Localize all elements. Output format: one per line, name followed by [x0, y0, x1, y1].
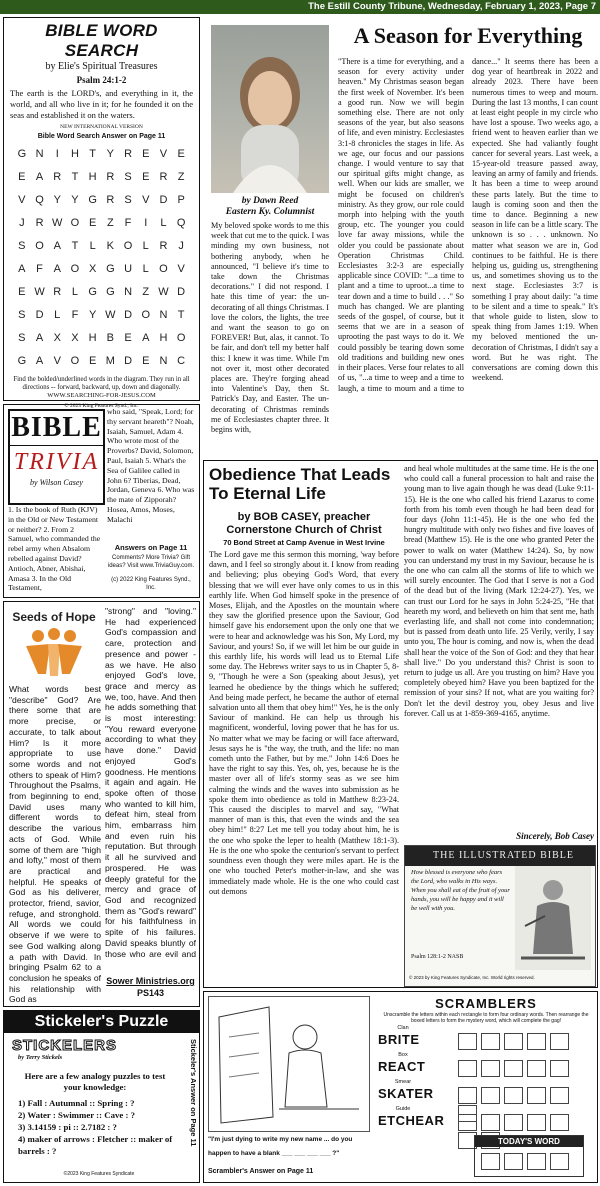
grid-letter[interactable]: T	[89, 148, 97, 160]
illustrated-bible-panel	[404, 845, 596, 987]
trivia-comments: Comments? More Trivia? Gift ideas? Visit www.TriviaGuy.com.	[107, 555, 195, 569]
seeds-body-right: "strong" and "loving." He had experienced God's compassion and care, protection and presence and power - as we have. He also enjoyed God's love, grace and mercy as we, too, have. And then he adds something that is most interesting: "You reward everyone according to what they have done." David enjoyed God's goodness. He mentions it again and again. He spoke often of those who wanted to kill him, defeat him, steal from him, embarrass him and even ruin his reputation. But through it all he survived and prospered. He was deeply grateful for the mercy and grace of God and recognized them as "God's reward" for his faithfulness in spite of his failures. David speaks bluntly of those who are evil and	[105, 606, 196, 959]
grid-letter[interactable]: H	[88, 332, 97, 344]
grid-letter[interactable]: O	[70, 263, 80, 275]
letter-box[interactable]	[550, 1087, 569, 1104]
grid-letter[interactable]: A	[35, 355, 44, 367]
grid-letter[interactable]: D	[35, 309, 44, 321]
letter-box[interactable]	[504, 1114, 523, 1131]
grid-letter[interactable]: E	[18, 171, 26, 183]
grid-letter[interactable]: O	[141, 309, 151, 321]
seeds-logo	[8, 610, 100, 680]
scrambler-words	[378, 1025, 594, 1133]
grid-letter[interactable]: E	[142, 148, 150, 160]
trivia-panel	[3, 404, 200, 598]
grid-letter[interactable]: O	[35, 240, 44, 252]
letter-box[interactable]	[504, 1033, 523, 1050]
grid-letter[interactable]: G	[17, 148, 27, 160]
grid-letter[interactable]: O	[70, 217, 80, 229]
illustrated-bible-copyright: © 2023 by King Features Syndicate, Inc. World rights reserved.	[409, 975, 535, 980]
grid-letter[interactable]: V	[159, 148, 168, 160]
grid-letter[interactable]: V	[177, 263, 185, 275]
grid-letter[interactable]: Y	[88, 309, 97, 321]
word-search-website: WWW.SEARCHING-FOR-JESUS.COM	[47, 392, 156, 399]
trivia-title-trivia: TRIVIA	[13, 449, 100, 475]
stickeler-panel	[3, 1010, 200, 1183]
obedience-byline: by BOB CASEY, preacher	[237, 511, 371, 523]
letter-box[interactable]	[458, 1060, 477, 1077]
grid-letter[interactable]: G	[88, 286, 97, 298]
letter-box[interactable]	[458, 1114, 477, 1131]
obedience-body-right: and heal whole multitudes at the same time. He is the one who could call a funeral procession to halt and raise the young man to live again though he was dead (Luke 9:11-15). He is the one who called his friend Lazarus to come forth from his tomb even though he had been dead for four days (John 11:1-45). He is the one who fed the hungry multitude with only two fishes and five loaves of bread (Matthew 15). He is the one who granted Peter the power to walk on water (Matthew 14:24). So, by now you can understand my trust in my Saviour, because he is the one who can calm all the storms of life to which we will surely encounter. The God that I serve is not a God of the dead but of the living (Mark 12:24-27). Yes, we can trust our Lord for he says in John 5:24-25, "He that heareth my word, and believeth on him that sent me, hath everlasting life, and shall not come into condemnation; but is passed from death unto life. 25 Verily, verily, I say unto you, The hour is coming, and now is, when the dead shall hear the voice of the Son of God: and they that hear shall live." Do you understand this? Christ is soon to return to judge us all. Are you trusting on him? Have you completely obeyed him? Have you been baptized for the remission of your sins? If not, what are you waiting for? Don't let the devil destroy you, obey Jesus and live forever. Call us at 1-859-369-4165, anytime.	[404, 464, 594, 718]
stickeler-copyright: ©2023 King Features Syndicate	[63, 1171, 135, 1177]
grid-letter[interactable]: H	[88, 171, 97, 183]
scrambler-answer: Scrambler's Answer on Page 11	[208, 1168, 314, 1175]
scrambler-word-row	[378, 1052, 594, 1079]
grid-letter[interactable]: A	[53, 240, 61, 252]
letter-box[interactable]	[458, 1087, 477, 1104]
grid-letter[interactable]: R	[35, 217, 44, 229]
illustrated-bible-quote: How blessed is everyone who fears the Lord, who walks in His ways. When you shall eat of the fruit of your hands, you will be happy and it will be well with you.	[411, 869, 510, 912]
scrambler-caption-line2: happen to have a blank ___ ___ ___ ___ ?"	[208, 1150, 340, 1157]
grid-letter[interactable]: E	[88, 217, 97, 229]
word-search-verse: The earth is the LORD's, and everything in it, the world, and all who live in it; for he founded it on the seas and established it on the waters.	[10, 88, 193, 120]
word-search-version: NEW INTERNATIONAL VERSION	[60, 124, 143, 130]
grid-letter[interactable]: R	[53, 171, 62, 183]
scrambler-clue: Clan	[397, 1025, 409, 1031]
letter-box[interactable]	[504, 1060, 523, 1077]
season-body: "There is a time for everything, and a season for every activity under heaven." My Christmas season began the first week of November. It's been a good run. Now we will begin something else. There are not only seasons of the year, but also seasons of life, and even ministry. Ecclesiastes 3:1-8 chronicles the stages in life. As we age, our focus and our passions change. I would venture to say that our spiritual gifts might change, as well. When our kids are smaller, we might be focused on children's ministry. As they grow, our role could morph into helping with the youth group, etc. The younger you could love far away missions, while the older you could be passionate about Operation Christmas Child. Ecclesiastes 3:2-3 are especially applicable since COVID: "...a time to plant and a time to uproot...a time to tear down and a time to build . . ." So much has changed. We are planting seeds of the gospel, of course, but it seems that we are in a season of uprooting the past ways to do it. We could possibly be tearing down some old traditions and building new ones in their places. Verse four relates to all of us, "...a time to weep and a time to laugh, a time to mourn and a time to dance..." It seems there has been a dog year of heartbreak in 2022 and already 2023. There have been numerous times to weep and mourn. During the last 13 months, I can count at least eight people in my circle who have lost a spouse. Two weeks ago, a friend went to heaven earlier than we expected. She had valiantly fought cancer for several years. Last week, a 15-year-old treasure passed away, leaving an army of family and friends. It has been a time to weep around these parts lately. But the time to laugh is coming soon and then the time to dance. Beginning a new season in life can be a little scary. The unknown is so . . . unknown. No matter what season we are in, God continues to be faithful. He is there helping us, guiding us, strengthening us, and sometimes shoving us to the next stage. Ecclesiastes 3:7 is something I pray about daily: "a time to be silent and a time to speak." It's that whole guide to listen, slow to speak thing from James 1:19. When my beloved mentioned the un-decoration of Christmas, I didn't say a word. But he was right. The conversations are coming down this weekend.	[338, 57, 598, 393]
todays-word-boxes[interactable]	[475, 1147, 583, 1175]
grid-letter[interactable]: Y	[106, 148, 115, 160]
grid-letter[interactable]: W	[52, 217, 63, 229]
grid-letter[interactable]: R	[106, 171, 115, 183]
illustrated-bible-title: THE ILLUSTRATED BIBLE	[405, 846, 595, 866]
letter-box[interactable]	[481, 1033, 500, 1050]
letter-box[interactable]	[458, 1033, 477, 1050]
todays-word	[474, 1135, 584, 1177]
grid-letter[interactable]: L	[142, 240, 149, 252]
grid-letter[interactable]: R	[53, 286, 62, 298]
stickeler-byline: by Terry Stickels	[18, 1054, 63, 1061]
letter-box[interactable]	[550, 1114, 569, 1131]
grid-letter[interactable]: G	[106, 263, 115, 275]
seeds-people-icon	[8, 624, 100, 678]
scrambler-panel	[203, 991, 598, 1183]
grid-letter[interactable]: O	[176, 332, 186, 344]
grid-letter[interactable]: R	[159, 171, 168, 183]
grid-letter[interactable]: A	[35, 171, 44, 183]
obedience-signoff: Sincerely, Bob Casey	[516, 831, 594, 841]
grid-letter[interactable]: E	[142, 171, 150, 183]
grid-letter[interactable]: O	[159, 263, 168, 275]
grid-letter[interactable]: H	[70, 148, 79, 160]
grid-letter[interactable]: R	[124, 148, 133, 160]
grid-letter[interactable]: F	[36, 263, 43, 275]
grid-letter[interactable]: G	[17, 355, 27, 367]
grid-letter[interactable]: L	[89, 240, 96, 252]
word-search-title: BIBLE WORD SEARCH	[45, 21, 158, 60]
grid-letter[interactable]: X	[71, 332, 79, 344]
seeds-code: PS143	[136, 988, 165, 998]
grid-letter[interactable]: D	[159, 194, 168, 206]
grid-letter[interactable]: C	[177, 355, 186, 367]
grid-letter[interactable]: J	[19, 217, 25, 229]
letter-box[interactable]	[481, 1087, 500, 1104]
author-photo	[211, 25, 329, 193]
letter-box[interactable]	[481, 1060, 500, 1077]
trivia-questions-right: who said, "Speak, Lord; for thy servant heareth"? Noah, Isaiah, Samuel, Adam 4. Who wrote most of the Proverbs? David, Solomon, Paul, Isaiah 5. What's the Sea of Galilee called in John 6? Tiberias, Dead, Jordan, Geneva 6. Who was the mate of Zipporah? Hosea, Amos, Moses, Malachi	[107, 407, 195, 524]
grid-letter[interactable]: S	[18, 309, 26, 321]
grid-letter[interactable]: T	[71, 171, 79, 183]
scrambler-answer-boxes[interactable]	[458, 1059, 573, 1077]
grid-letter[interactable]: D	[177, 286, 186, 298]
word-search-grid	[10, 144, 193, 372]
obedience-address: 70 Bond Street at Camp Avenue in West Irvine	[223, 538, 385, 547]
grid-letter[interactable]: Z	[142, 286, 150, 298]
obedience-church: Cornerstone Church of Christ	[226, 524, 382, 536]
letter-box[interactable]	[527, 1060, 546, 1077]
stickeler-item: 4) maker of arrows : Fletcher :: maker of barrels : ?	[18, 1134, 173, 1156]
stickeler-intro: Here are a few analogy puzzles to test your knowledge:	[24, 1071, 166, 1092]
grid-letter[interactable]: L	[71, 286, 78, 298]
grid-letter[interactable]: A	[142, 332, 150, 344]
author-portrait-icon	[211, 25, 329, 193]
obedience-article	[203, 460, 598, 988]
grid-letter[interactable]: W	[105, 309, 116, 321]
obedience-body-left: The Lord gave me this sermon this morning, 'way before dawn, and I feel so strongly about it. I know from reading and believing; plus obeying God's Word, that every blessing that we will ever have only comes to us in this earthly life. When God himself spoke in the presence of Moses, Elijah, and the Apostles on the mountain where they saw the glorified presence upon the Saviour, God himself gave his endorsement upon the only one that we were to hear and acknowledge was his Son, My Lord, my Saviour, and yours! So, if we will let him be our guide in this earthly life, his words will lead us to Eternal Life some day. The Hebrews writer says to us in Chapter 5, 8-9, "Though he were a Son (speaking about Jesus), yet learned he obedience by the things which he suffered; And being made perfect, he became the author of eternal salvation unto all them that obey him!" Yes, he is the only Saviour of mankind. He can help us through his magnificent, wonderful, loving power that he has for us. No matter what we may be facing or will face afterward, Jesus says he is "the way, the truth, and the life: no man cometh unto the Father, but by me." John 14:6 Does he have the right to say this. Yes, oh, yes, because he is the master over all of life's stormy seas as we see him calming the winds and the waves into submission as he spoke them into obedience as told in Matthew 8:23-24. This caused the disciples to marvel and say, "What manner of man is this, that even the winds and the sea obey him!" 8:27 Let me tell you today about him, he is the one who spoke the leper to health (Matthew 18:1-3). He is the one who spoke the centurion's servant to perfect soundness even though they were miles apart. He is the one who touched Peter's mother-in-law, and she was immediately made whole. He is the one who could cast out demons	[209, 550, 399, 896]
grid-letter[interactable]: T	[71, 240, 79, 252]
grid-letter[interactable]: G	[88, 194, 97, 206]
grid-letter[interactable]: D	[124, 355, 133, 367]
grid-letter[interactable]: E	[124, 332, 132, 344]
grid-letter[interactable]: G	[106, 286, 115, 298]
stickeler-item: 2) Water : Swimmer :: Cave : ?	[18, 1110, 136, 1120]
grid-letter[interactable]: V	[53, 355, 61, 367]
grid-letter[interactable]: L	[160, 217, 167, 229]
stickeler-item: 1) Fall : Autumnal :: Spring : ?	[18, 1098, 135, 1108]
scrambler-word: BRITE	[378, 1032, 420, 1047]
grid-letter[interactable]: R	[159, 240, 168, 252]
obedience-title: Obedience That Leads To Eternal Life	[209, 465, 391, 503]
trivia-copyright: (c) 2022 King Features Synd., Inc.	[111, 577, 191, 591]
season-article	[204, 17, 598, 457]
grid-letter[interactable]: V	[18, 194, 26, 206]
grid-letter[interactable]: E	[142, 355, 150, 367]
grid-letter[interactable]: Y	[53, 194, 61, 206]
illustrated-bible-ref: Psalm 128:1-2 NASB	[411, 954, 464, 960]
grid-letter[interactable]: S	[18, 332, 26, 344]
grid-letter[interactable]: R	[106, 194, 115, 206]
letter-box[interactable]	[527, 1033, 546, 1050]
grid-letter[interactable]: Q	[176, 217, 186, 229]
grid-letter[interactable]: N	[35, 148, 44, 160]
stickeler-item: 3) 3.14159 : pi :: 2.7182 : ?	[18, 1122, 117, 1132]
todays-word-label: TODAY'S WORD	[475, 1136, 583, 1147]
season-title: A Season for Everything	[353, 23, 583, 48]
grid-letter[interactable]: J	[178, 240, 184, 252]
scrambler-instructions: Unscramble the letters within each rectangle to form four ordinary words. Then rearrange the boxed letters to form the mystery word, which will complete the gag!	[383, 1012, 589, 1024]
trivia-answers: Answers on Page 11	[114, 543, 188, 552]
word-search-instructions: Find the bolded/underlined words in the diagram. They run in all directions -- forward, backward, up, down and diagonally.	[13, 376, 190, 391]
seeds-site[interactable]: Sower Ministries.org	[106, 976, 195, 986]
seeds-title: Seeds of Hope	[12, 610, 96, 624]
scrambler-word-row	[378, 1106, 594, 1133]
stickeler-items	[18, 1097, 178, 1157]
grid-letter[interactable]: I	[55, 148, 59, 160]
grid-letter[interactable]: X	[53, 332, 61, 344]
grid-letter[interactable]: E	[177, 148, 185, 160]
grid-letter[interactable]: F	[71, 309, 79, 321]
trivia-byline: by Wilson Casey	[30, 478, 83, 487]
stickeler-answer: Stickeler's Answer on Page 11	[189, 1039, 198, 1147]
word-search-reference: Psalm 24:1-2	[76, 75, 127, 85]
grid-letter[interactable]: Z	[106, 217, 114, 229]
grid-letter[interactable]: L	[54, 309, 61, 321]
grid-letter[interactable]: W	[158, 286, 169, 298]
grid-letter[interactable]: A	[53, 263, 61, 275]
letter-box[interactable]	[550, 1060, 569, 1077]
grid-letter[interactable]: O	[123, 240, 133, 252]
grid-letter[interactable]: S	[18, 240, 26, 252]
letter-box[interactable]	[481, 1114, 500, 1131]
grid-letter[interactable]: M	[105, 355, 115, 367]
grid-letter[interactable]: Z	[177, 171, 185, 183]
grid-letter[interactable]: Y	[71, 194, 79, 206]
grid-letter[interactable]: X	[88, 263, 97, 275]
grid-letter[interactable]: N	[159, 309, 168, 321]
grid-letter[interactable]: S	[124, 171, 132, 183]
grid-letter[interactable]: A	[35, 332, 44, 344]
seeds-panel	[3, 601, 200, 1007]
page-header: The Estill County Tribune, Wednesday, February 1, 2023, Page 7	[0, 0, 600, 14]
trivia-logo	[8, 409, 105, 505]
grid-letter[interactable]: V	[142, 194, 150, 206]
word-search-answer-note: Bible Word Search Answer on Page 11	[37, 133, 166, 140]
word-search-panel	[3, 17, 200, 409]
trivia-questions-left: 1. Is the book of Ruth (KJV) in the Old or New Testament or neither? 2. From 2 Samuel, who commanded the rebel army when Absalom rebelled against David? Antioch, Abner, Abishai, Amasa 3. In the Old Testament,	[8, 505, 101, 593]
scrambler-word-row	[378, 1025, 594, 1052]
grid-letter[interactable]: U	[124, 263, 133, 275]
grid-letter[interactable]: A	[18, 263, 26, 275]
grid-letter[interactable]: P	[177, 194, 185, 206]
grid-letter[interactable]: Q	[35, 194, 44, 206]
scrambler-word-row	[378, 1079, 594, 1106]
scrambler-cartoon-icon	[209, 997, 367, 1129]
grid-letter[interactable]: N	[124, 286, 133, 298]
scrambler-cartoon	[208, 996, 370, 1132]
letter-box[interactable]	[504, 1087, 523, 1104]
grid-letter[interactable]: K	[106, 240, 115, 252]
seeds-body-left: What words best "describe" God? Are there some that are more precise, or accurate, to talk about Him? Is it more appropriate to use some words and not others to speak of Him? Throughout the Psalms, from beginning to end, David uses many different words to describe the various acts of God. While some of them are "high and lofty," most of them are practical and helpful. He speaks of God as his deliverer, protector, friend, savior, refuge, and stronghold. All words we could observe if we were to see God walking along a path with David. In bringing Psalm 62 to a conclusion he speaks of his relationship with God as	[9, 684, 101, 1004]
trivia-title-bible: BIBLE	[10, 411, 103, 446]
grid-letter[interactable]: F	[124, 217, 132, 229]
scrambler-clue: Guide	[395, 1106, 411, 1112]
scrambler-caption-line1: "I'm just dying to write my new name ... do you	[208, 1136, 353, 1143]
grid-letter[interactable]: B	[106, 332, 115, 344]
word-search-copyright: © 2023 King Features Synd., Inc.	[64, 403, 139, 409]
grid-letter[interactable]: W	[34, 286, 45, 298]
scrambler-clue: Smear	[394, 1079, 412, 1085]
season-left-col: My beloved spoke words to me this week that cut me to the quick. I was minding my own business, not bothering anybody, when he announced, "I believe it's time to take down the Christmas decorations." I did not respond. I hate this time of year: the un-decorating of all things Christmas. I love the colors, the lights, the tree and want the season to go on FOREVER! But, alas, it cannot. To be fair, and don't tell my better half this: I knew it was time. While I'm not over it, most other decorated places are. They're forging ahead into Valentine's Day, then St. Patrick's Day, and Easter. The un-decorating of Christmas reminds me of Ecclesiastes chapter three. It begins with,	[211, 221, 329, 435]
grid-letter[interactable]: N	[159, 355, 168, 367]
scrambler-answer-boxes[interactable]	[458, 1032, 573, 1050]
grid-letter[interactable]: E	[18, 286, 26, 298]
scrambler-title: SCRAMBLERS	[435, 996, 537, 1011]
letter-box[interactable]	[550, 1033, 569, 1050]
scrambler-word: REACT	[378, 1059, 426, 1074]
grid-letter[interactable]: O	[70, 355, 80, 367]
scrambler-clue: Box	[398, 1052, 408, 1058]
grid-letter[interactable]: E	[88, 355, 97, 367]
word-search-byline: by Elie's Spiritual Treasures	[45, 61, 158, 72]
letter-box[interactable]	[527, 1114, 546, 1131]
grid-letter[interactable]: D	[124, 309, 133, 321]
grid-letter[interactable]: L	[142, 263, 149, 275]
grid-letter[interactable]: I	[144, 217, 148, 229]
grid-letter[interactable]: S	[124, 194, 132, 206]
stickeler-logo: STICKELERS	[12, 1037, 118, 1054]
season-author: by Dawn Reed	[241, 196, 299, 206]
grid-letter[interactable]: T	[177, 309, 185, 321]
scrambler-word: ETCHEAR	[378, 1113, 445, 1128]
stickeler-header: Stickeler's Puzzle	[4, 1011, 199, 1033]
illustrated-farmer-icon	[515, 866, 591, 970]
season-author-title: Eastern Ky. Columnist	[225, 207, 315, 217]
letter-box[interactable]	[527, 1087, 546, 1104]
grid-letter[interactable]: H	[159, 332, 168, 344]
scrambler-word: SKATER	[378, 1086, 434, 1101]
